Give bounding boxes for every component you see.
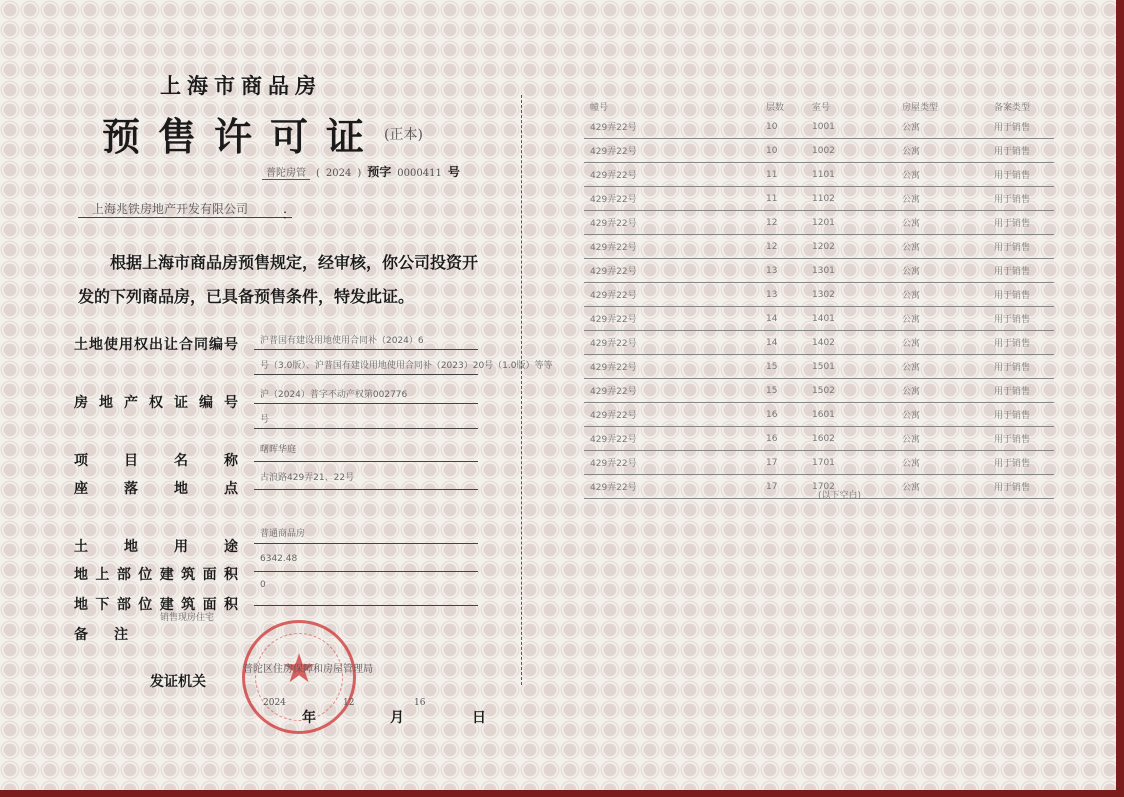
header-room: 室号 (812, 102, 831, 113)
field-label-land-contract: 土地使用权出让合同编号 (74, 337, 238, 353)
table-cell: 公寓 (902, 235, 994, 259)
field-value-project-name: 曙晖华庭 (260, 445, 297, 455)
field-line (254, 489, 478, 490)
issuer-value: 普陀区住房保障和房屋管理局 (243, 664, 373, 675)
table-cell: 1602 (812, 427, 902, 451)
table-cell: 公寓 (902, 355, 994, 379)
table-cell: 公寓 (902, 307, 994, 331)
table-cell: 11 (766, 187, 812, 211)
issue-month: 12 (343, 698, 355, 708)
field-value-location: 古浪路429弄21、22号 (260, 473, 355, 483)
table-cell: 用于销售 (994, 235, 1054, 259)
table-cell: 公寓 (902, 331, 994, 355)
table-cell: 公寓 (902, 379, 994, 403)
field-line (254, 428, 478, 429)
table-cell: 用于销售 (994, 187, 1054, 211)
permit-prefix: 预字 (367, 165, 392, 179)
table-cell: 1301 (812, 259, 902, 283)
field-line (254, 605, 478, 606)
table-cell: 429弄22号 (584, 403, 766, 427)
table-cell: 429弄22号 (584, 283, 766, 307)
table-cell: 公寓 (902, 163, 994, 187)
table-row (584, 307, 1054, 331)
field-label-above-ground-area: 地上部位建筑面积 (74, 567, 238, 583)
table-cell: 1401 (812, 307, 902, 331)
table-cell: 1702 (812, 475, 902, 499)
field-label-location: 座落地点 (74, 481, 238, 497)
table-cell: 429弄22号 (584, 355, 766, 379)
table-cell: 公寓 (902, 187, 994, 211)
table-cell: 用于销售 (994, 163, 1054, 187)
official-seal (242, 620, 356, 734)
table-cell: 10 (766, 115, 812, 139)
field-value-above-ground-area: 6342.48 (260, 554, 298, 564)
field-line (254, 461, 478, 462)
table-cell: 1601 (812, 403, 902, 427)
field-line (254, 374, 478, 375)
table-cell: 公寓 (902, 427, 994, 451)
month-label: 月 (390, 710, 404, 726)
table-cell: 用于销售 (994, 283, 1054, 307)
permit-year-close: ) (357, 168, 362, 179)
field-value-land-contract-2: 号（3.0版）、沪普国有建设用地使用合同补（2023）20号（1.0版）等等 (260, 361, 553, 371)
field-value-property-cert-1: 沪（2024）普字不动产权第002776 (260, 390, 408, 400)
table-row (584, 163, 1054, 187)
table-cell: 用于销售 (994, 427, 1054, 451)
table-cell: 15 (766, 379, 812, 403)
field-value-remarks: 销售现房住宅 (160, 613, 215, 623)
table-cell: 用于销售 (994, 211, 1054, 235)
table-cell: 429弄22号 (584, 307, 766, 331)
table-cell: 1102 (812, 187, 902, 211)
permit-number (262, 163, 460, 180)
table-row (584, 139, 1054, 163)
table-cell: 用于销售 (994, 451, 1054, 475)
table-cell: 14 (766, 331, 812, 355)
table-cell: 12 (766, 211, 812, 235)
issue-year: 2024 (263, 698, 286, 708)
table-row (584, 259, 1054, 283)
field-value-below-ground-area: 0 (260, 580, 266, 590)
table-row (584, 115, 1054, 139)
table-row (584, 331, 1054, 355)
table-cell: 1302 (812, 283, 902, 307)
field-label-property-cert: 房地产权证编号 (74, 395, 238, 411)
table-cell: 429弄22号 (584, 451, 766, 475)
issuer-label: 发证机关 (150, 674, 206, 690)
table-cell: 公寓 (902, 283, 994, 307)
table-row (584, 283, 1054, 307)
certificate-copy-type: (正本) (384, 127, 423, 143)
header-building: 幢号 (590, 102, 609, 113)
table-cell: 429弄22号 (584, 139, 766, 163)
table-cell: 17 (766, 451, 812, 475)
table-cell: 429弄22号 (584, 235, 766, 259)
field-label-land-use: 土地用途 (74, 539, 238, 555)
table-cell: 公寓 (902, 211, 994, 235)
table-cell: 1002 (812, 139, 902, 163)
field-label-project-name: 项目名称 (74, 453, 238, 469)
table-row (584, 235, 1054, 259)
table-cell: 16 (766, 403, 812, 427)
table-cell: 1001 (812, 115, 902, 139)
year-label: 年 (302, 710, 316, 726)
field-line (254, 543, 478, 544)
field-label-remarks: 备注 (74, 627, 128, 643)
table-cell: 429弄22号 (584, 163, 766, 187)
fold-divider (521, 95, 522, 685)
table-cell: 1502 (812, 379, 902, 403)
permit-district: 普陀房管 (262, 164, 310, 180)
table-cell: 用于销售 (994, 475, 1054, 499)
field-line (254, 349, 478, 350)
table-cell: 1202 (812, 235, 902, 259)
table-cell: 16 (766, 427, 812, 451)
table-cell: 用于销售 (994, 403, 1054, 427)
table-cell: 1501 (812, 355, 902, 379)
table-cell: 公寓 (902, 451, 994, 475)
table-cell: 用于销售 (994, 139, 1054, 163)
table-cell: 429弄22号 (584, 259, 766, 283)
issue-day: 16 (414, 698, 426, 708)
table-cell: 429弄22号 (584, 379, 766, 403)
certificate-title-line1: 上海市商品房 (160, 73, 322, 98)
intro-statement: 根据上海市商品房预售规定，经审核，你公司投资开发的下列商品房，已具备预售条件，特发此证。 (78, 253, 479, 306)
table-cell: 1101 (812, 163, 902, 187)
table-cell: 429弄22号 (584, 115, 766, 139)
table-cell: 公寓 (902, 259, 994, 283)
table-cell: 用于销售 (994, 259, 1054, 283)
table-cell: 10 (766, 139, 812, 163)
table-cell: 429弄22号 (584, 427, 766, 451)
units-table-header (584, 97, 1054, 115)
field-line (254, 403, 478, 404)
table-cell: 用于销售 (994, 115, 1054, 139)
company-name: 上海兆铁房地产开发有限公司 (78, 200, 292, 218)
table-row (584, 403, 1054, 427)
table-cell: 1701 (812, 451, 902, 475)
table-cell: 公寓 (902, 403, 994, 427)
permit-year-open: ( (316, 168, 320, 179)
permit-suffix: 号 (447, 165, 460, 179)
table-cell: 公寓 (902, 115, 994, 139)
table-cell: 429弄22号 (584, 211, 766, 235)
company-suffix: ： (282, 208, 296, 223)
table-cell: 12 (766, 235, 812, 259)
table-cell: 14 (766, 307, 812, 331)
table-cell: 1201 (812, 211, 902, 235)
table-cell: 用于销售 (994, 355, 1054, 379)
table-cell: 429弄22号 (584, 187, 766, 211)
table-row (584, 451, 1054, 475)
table-cell: 用于销售 (994, 379, 1054, 403)
field-value-property-cert-2: 号 (260, 415, 270, 425)
table-cell: 429弄22号 (584, 331, 766, 355)
table-cell: 17 (766, 475, 812, 499)
table-cell: 429弄22号 (584, 475, 766, 499)
table-row (584, 187, 1054, 211)
certificate-title-line2: 预售许可证 (102, 114, 383, 159)
day-label: 日 (472, 710, 486, 726)
table-cell: 公寓 (902, 139, 994, 163)
field-line (254, 571, 478, 572)
permit-year: 2024 (325, 168, 352, 179)
table-row (584, 427, 1054, 451)
table-cell: 15 (766, 355, 812, 379)
header-filing: 备案类型 (994, 102, 1031, 113)
table-cell: 13 (766, 259, 812, 283)
table-cell: 1402 (812, 331, 902, 355)
table-cell: 用于销售 (994, 307, 1054, 331)
star-icon: ★ (281, 646, 317, 692)
table-cell: 用于销售 (994, 331, 1054, 355)
units-table (584, 97, 1054, 499)
field-value-land-use: 普通商品房 (260, 529, 306, 539)
table-cell: 公寓 (902, 475, 994, 499)
table-row (584, 355, 1054, 379)
table-end-note: (以下空白) (818, 491, 862, 501)
table-row (584, 379, 1054, 403)
field-label-below-ground-area: 地下部位建筑面积 (74, 597, 238, 613)
header-type: 房屋类型 (902, 102, 939, 113)
table-cell: 13 (766, 283, 812, 307)
table-cell: 11 (766, 163, 812, 187)
header-floors: 层数 (766, 102, 785, 113)
field-value-land-contract-1: 沪普国有建设用地使用合同补（2024）6 (260, 336, 424, 346)
permit-serial: 0000411 (397, 168, 442, 179)
table-row (584, 211, 1054, 235)
